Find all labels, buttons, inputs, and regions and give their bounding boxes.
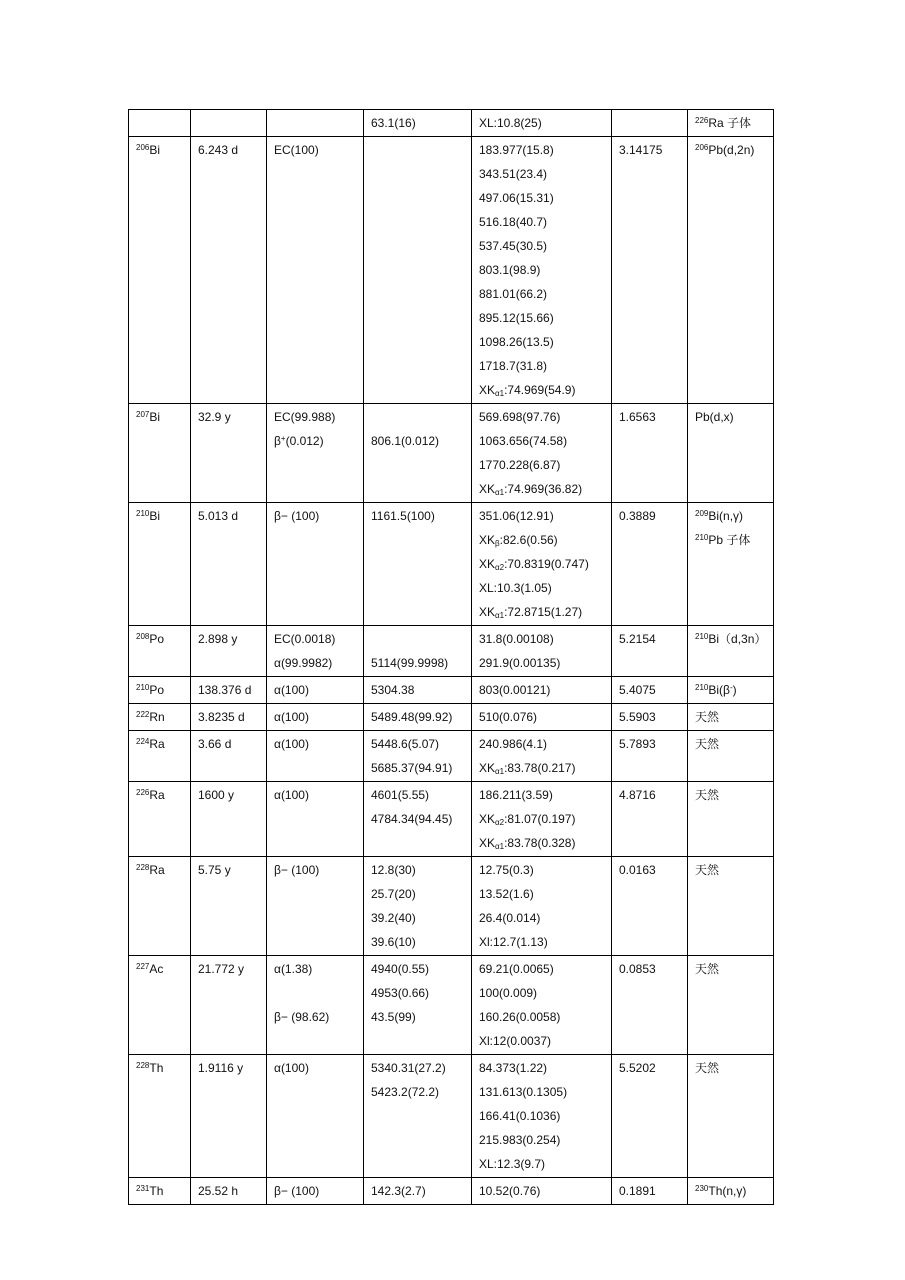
gamma-energy-cell-line: 803(0.00121) — [479, 683, 551, 697]
half-life-cell-line — [198, 112, 262, 136]
nuclide-label: $^{210}$Po — [136, 683, 165, 697]
half-life-cell-line: 3.66 d — [198, 737, 232, 751]
half-life-cell-line: 138.376 d — [198, 683, 252, 697]
decay-energy-cell — [612, 1178, 688, 1205]
production-cell — [688, 704, 774, 731]
decay-energy-cell-line: 0.3889 — [619, 509, 656, 523]
decay-mode-cell-line: α(100) — [274, 788, 309, 802]
table-row — [129, 503, 774, 626]
decay-energy-cell — [612, 137, 688, 404]
nuclide-cell — [129, 704, 191, 731]
decay-mode-cell-line: α(100) — [274, 683, 309, 697]
gamma-energy-cell-line: 10.52(0.76) — [479, 1184, 541, 1198]
half-life-cell — [191, 857, 267, 956]
table-row — [129, 1178, 774, 1205]
half-life-cell — [191, 782, 267, 857]
half-life-cell — [191, 704, 267, 731]
decay-mode-cell — [267, 137, 364, 404]
nuclide-cell — [129, 782, 191, 857]
particle-energy-cell-line — [371, 406, 467, 430]
decay-mode-cell-line: α(100) — [274, 710, 309, 724]
gamma-energy-cell-line: 84.373(1.22) — [479, 1061, 548, 1075]
gamma-energy-cell-line: Xl:12.7(1.13) — [479, 935, 548, 949]
production-cell-line: 天然 — [695, 788, 720, 802]
production-cell — [688, 110, 774, 137]
gamma-energy-cell-line: $XK_{\alpha 2}:70.8319(0.747)$ — [479, 557, 589, 572]
gamma-energy-cell — [472, 677, 612, 704]
decay-energy-cell — [612, 110, 688, 137]
decay-energy-cell-line: 5.4075 — [619, 683, 656, 697]
gamma-energy-cell-line: $XK_{\alpha 1}:72.8715(1.27)$ — [479, 605, 583, 620]
decay-mode-cell-line: EC(0.0018) — [274, 632, 336, 646]
particle-energy-cell-line: 142.3(2.7) — [371, 1184, 426, 1198]
decay-mode-cell-line: EC(99.988) — [274, 410, 336, 424]
decay-energy-cell-line: 5.7893 — [619, 737, 656, 751]
half-life-cell-line: 25.52 h — [198, 1184, 239, 1198]
gamma-energy-cell — [472, 857, 612, 956]
decay-energy-cell-line: 4.8716 — [619, 788, 656, 802]
particle-energy-cell-line: 12.8(30) — [371, 863, 416, 877]
decay-mode-cell-line: α(99.9982) — [274, 656, 333, 670]
production-cell — [688, 731, 774, 782]
particle-energy-cell-line: 1161.5(100) — [371, 509, 435, 523]
particle-energy-cell-line: 5448.6(5.07) — [371, 737, 440, 751]
production-cell — [688, 626, 774, 677]
decay-mode-cell — [267, 704, 364, 731]
production-cell-line: 天然 — [695, 737, 720, 751]
production-cell — [688, 1055, 774, 1178]
decay-mode-cell — [267, 626, 364, 677]
production-cell — [688, 404, 774, 503]
gamma-energy-cell-line: $XK_{\alpha 2}:81.07(0.197)$ — [479, 812, 576, 827]
decay-energy-cell-line: 5.5903 — [619, 710, 656, 724]
gamma-energy-cell — [472, 704, 612, 731]
table-row — [129, 110, 774, 137]
gamma-energy-cell-line: 1063.656(74.58) — [479, 434, 568, 448]
production-cell — [688, 956, 774, 1055]
production-cell-line: $^{230}$Th(n,γ) — [695, 1184, 747, 1198]
half-life-cell-line: 2.898 y — [198, 632, 238, 646]
particle-energy-cell-line: 5340.31(27.2) — [371, 1061, 446, 1075]
decay-mode-cell-line — [274, 982, 359, 1006]
gamma-energy-cell-line: $XK_{\alpha 1}:83.78(0.217)$ — [479, 761, 576, 776]
gamma-energy-cell — [472, 731, 612, 782]
decay-energy-cell-line: 3.14175 — [619, 143, 663, 157]
production-cell-line: $^{226}$Ra 子体 — [695, 116, 752, 130]
gamma-energy-cell-line: 510(0.076) — [479, 710, 538, 724]
gamma-energy-cell-line: $XK_\beta:82.6(0.56)$ — [479, 533, 558, 548]
particle-energy-cell-line: 806.1(0.012) — [371, 434, 440, 448]
gamma-energy-cell-line: 240.986(4.1) — [479, 737, 548, 751]
decay-energy-cell — [612, 626, 688, 677]
nuclide-cell — [129, 857, 191, 956]
particle-energy-cell — [364, 1178, 472, 1205]
decay-mode-cell — [267, 503, 364, 626]
decay-mode-cell — [267, 1178, 364, 1205]
particle-energy-cell — [364, 110, 472, 137]
decay-mode-cell — [267, 677, 364, 704]
nuclide-label: $^{228}$Th — [136, 1061, 164, 1075]
production-cell-line: $^{210}$Bi(β-) — [695, 683, 737, 697]
particle-energy-cell-line: 4784.34(94.45) — [371, 812, 453, 826]
gamma-energy-cell-line: 166.41(0.1036) — [479, 1109, 561, 1123]
nuclide-cell — [129, 110, 191, 137]
nuclide-cell — [129, 1178, 191, 1205]
decay-energy-cell — [612, 956, 688, 1055]
decay-mode-cell-line: β− (100) — [274, 509, 320, 523]
gamma-energy-cell-line: 1718.7(31.8) — [479, 359, 548, 373]
decay-energy-cell-line: 0.0853 — [619, 962, 656, 976]
nuclide-label: $^{227}$Ac — [136, 962, 164, 976]
decay-mode-cell-line: β− (100) — [274, 1184, 320, 1198]
nuclide-cell — [129, 503, 191, 626]
particle-energy-cell — [364, 956, 472, 1055]
gamma-energy-cell-line: 537.45(30.5) — [479, 239, 548, 253]
particle-energy-cell — [364, 731, 472, 782]
gamma-energy-cell-line: 215.983(0.254) — [479, 1133, 561, 1147]
decay-energy-cell — [612, 503, 688, 626]
decay-energy-cell-line: 5.5202 — [619, 1061, 656, 1075]
half-life-cell-line: 1.9116 y — [198, 1061, 244, 1075]
nuclide-label: $^{226}$Ra — [136, 788, 165, 802]
particle-energy-cell — [364, 503, 472, 626]
nuclide-label: $^{224}$Ra — [136, 737, 165, 751]
decay-energy-cell — [612, 1055, 688, 1178]
production-cell-line: 天然 — [695, 863, 720, 877]
nuclide-cell — [129, 677, 191, 704]
half-life-cell-line: 3.8235 d — [198, 710, 245, 724]
particle-energy-cell-line: 4953(0.66) — [371, 986, 430, 1000]
decay-energy-cell — [612, 677, 688, 704]
nuclide-label: $^{231}$Th — [136, 1184, 164, 1198]
particle-energy-cell — [364, 1055, 472, 1178]
table-row — [129, 626, 774, 677]
decay-energy-cell-line — [619, 112, 683, 136]
decay-energy-cell-line: 1.6563 — [619, 410, 656, 424]
half-life-cell-line: 5.013 d — [198, 509, 239, 523]
particle-energy-cell-line — [371, 628, 467, 652]
nuclide-cell — [129, 137, 191, 404]
half-life-cell — [191, 677, 267, 704]
production-cell — [688, 782, 774, 857]
production-cell-line: Pb(d,x) — [695, 410, 734, 424]
particle-energy-cell-line — [371, 139, 467, 163]
gamma-energy-cell — [472, 137, 612, 404]
particle-energy-cell-line: 63.1(16) — [371, 116, 416, 130]
nuclide-cell — [129, 956, 191, 1055]
production-cell — [688, 677, 774, 704]
table-row — [129, 404, 774, 503]
decay-mode-cell — [267, 731, 364, 782]
nuclide-data-table — [128, 109, 774, 1205]
table-row — [129, 1055, 774, 1178]
decay-energy-cell-line: 0.0163 — [619, 863, 656, 877]
particle-energy-cell — [364, 137, 472, 404]
nuclide-label — [136, 112, 186, 136]
production-cell-line: $^{210}$Pb 子体 — [695, 533, 751, 547]
particle-energy-cell-line: 4601(5.55) — [371, 788, 430, 802]
decay-mode-cell-line: α(1.38) — [274, 962, 313, 976]
gamma-energy-cell-line: 516.18(40.7) — [479, 215, 548, 229]
nuclide-cell — [129, 1055, 191, 1178]
table-body — [129, 110, 774, 1205]
nuclide-cell — [129, 626, 191, 677]
gamma-energy-cell-line: 1098.26(13.5) — [479, 335, 554, 349]
decay-mode-cell-line: β+(0.012) — [274, 434, 324, 448]
half-life-cell — [191, 110, 267, 137]
gamma-energy-cell-line: 69.21(0.0065) — [479, 962, 554, 976]
gamma-energy-cell-line: 803.1(98.9) — [479, 263, 541, 277]
gamma-energy-cell-line: 31.8(0.00108) — [479, 632, 554, 646]
half-life-cell-line: 6.243 d — [198, 143, 239, 157]
half-life-cell-line: 32.9 y — [198, 410, 231, 424]
particle-energy-cell — [364, 782, 472, 857]
gamma-energy-cell-line: XL:10.3(1.05) — [479, 581, 552, 595]
decay-mode-cell — [267, 110, 364, 137]
table-row — [129, 137, 774, 404]
particle-energy-cell-line: 4940(0.55) — [371, 962, 430, 976]
decay-mode-cell-line — [274, 112, 359, 136]
production-cell-line: 天然 — [695, 1061, 720, 1075]
table-row — [129, 704, 774, 731]
half-life-cell — [191, 956, 267, 1055]
gamma-energy-cell-line: 497.06(15.31) — [479, 191, 554, 205]
half-life-cell — [191, 1178, 267, 1205]
production-cell — [688, 503, 774, 626]
table-row — [129, 731, 774, 782]
particle-energy-cell-line: 25.7(20) — [371, 887, 416, 901]
half-life-cell — [191, 503, 267, 626]
gamma-energy-cell-line: $XK_{\alpha 1}:83.78(0.328)$ — [479, 836, 576, 851]
gamma-energy-cell — [472, 626, 612, 677]
table-row — [129, 956, 774, 1055]
particle-energy-cell — [364, 404, 472, 503]
particle-energy-cell — [364, 704, 472, 731]
gamma-energy-cell-line: 1770.228(6.87) — [479, 458, 561, 472]
gamma-energy-cell — [472, 1055, 612, 1178]
particle-energy-cell-line: 39.2(40) — [371, 911, 416, 925]
production-cell-line: $^{210}$Bi（d,3n） — [695, 632, 767, 646]
gamma-energy-cell-line: 569.698(97.76) — [479, 410, 561, 424]
gamma-energy-cell-line: XL:12.3(9.7) — [479, 1157, 546, 1171]
nuclide-label: $^{206}$Bi — [136, 143, 161, 157]
gamma-energy-cell-line: 100(0.009) — [479, 986, 538, 1000]
production-cell-line: 天然 — [695, 962, 720, 976]
half-life-cell — [191, 1055, 267, 1178]
decay-mode-cell — [267, 857, 364, 956]
particle-energy-cell-line: 5114(99.9998) — [371, 656, 449, 670]
half-life-cell — [191, 731, 267, 782]
decay-energy-cell — [612, 404, 688, 503]
particle-energy-cell-line: 5304.38 — [371, 683, 415, 697]
particle-energy-cell — [364, 857, 472, 956]
table-row — [129, 782, 774, 857]
gamma-energy-cell — [472, 404, 612, 503]
decay-energy-cell — [612, 731, 688, 782]
gamma-energy-cell-line: 343.51(23.4) — [479, 167, 548, 181]
decay-energy-cell-line: 0.1891 — [619, 1184, 656, 1198]
half-life-cell — [191, 404, 267, 503]
particle-energy-cell-line: 5489.48(99.92) — [371, 710, 453, 724]
production-cell — [688, 857, 774, 956]
gamma-energy-cell-line: 895.12(15.66) — [479, 311, 554, 325]
half-life-cell — [191, 137, 267, 404]
decay-mode-cell-line: α(100) — [274, 737, 309, 751]
gamma-energy-cell — [472, 1178, 612, 1205]
nuclide-label: $^{222}$Rn — [136, 710, 165, 724]
production-cell-line: $^{206}$Pb(d,2n) — [695, 143, 755, 157]
gamma-energy-cell-line: 26.4(0.014) — [479, 911, 541, 925]
production-cell — [688, 137, 774, 404]
decay-mode-cell-line: α(100) — [274, 1061, 309, 1075]
particle-energy-cell-line: 39.6(10) — [371, 935, 416, 949]
half-life-cell-line: 5.75 y — [198, 863, 231, 877]
gamma-energy-cell-line: $XK_{\alpha 1}:74.969(36.82)$ — [479, 482, 583, 497]
decay-energy-cell — [612, 782, 688, 857]
gamma-energy-cell-line: XL:10.8(25) — [479, 116, 542, 130]
production-cell — [688, 1178, 774, 1205]
decay-mode-cell — [267, 1055, 364, 1178]
decay-energy-cell-line: 5.2154 — [619, 632, 656, 646]
gamma-energy-cell — [472, 782, 612, 857]
gamma-energy-cell-line: 183.977(15.8) — [479, 143, 554, 157]
gamma-energy-cell — [472, 503, 612, 626]
nuclide-label: $^{208}$Po — [136, 632, 165, 646]
gamma-energy-cell-line: 291.9(0.00135) — [479, 656, 561, 670]
production-cell-line: $^{209}$Bi(n,γ) — [695, 509, 744, 523]
decay-mode-cell — [267, 956, 364, 1055]
particle-energy-cell-line: 43.5(99) — [371, 1010, 416, 1024]
nuclide-label: $^{228}$Ra — [136, 863, 165, 877]
gamma-energy-cell-line: 12.75(0.3) — [479, 863, 534, 877]
gamma-energy-cell-line: 351.06(12.91) — [479, 509, 554, 523]
nuclide-cell — [129, 404, 191, 503]
decay-mode-cell-line: β− (100) — [274, 863, 320, 877]
gamma-energy-cell — [472, 110, 612, 137]
particle-energy-cell — [364, 626, 472, 677]
particle-energy-cell — [364, 677, 472, 704]
gamma-energy-cell-line: $XK_{\alpha 1}:74.969(54.9)$ — [479, 383, 576, 398]
half-life-cell-line: 21.772 y — [198, 962, 245, 976]
nuclide-label: $^{207}$Bi — [136, 410, 161, 424]
gamma-energy-cell-line: Xl:12(0.0037) — [479, 1034, 552, 1048]
decay-mode-cell — [267, 404, 364, 503]
decay-mode-cell-line: EC(100) — [274, 143, 319, 157]
decay-energy-cell — [612, 857, 688, 956]
decay-energy-cell — [612, 704, 688, 731]
gamma-energy-cell-line: 160.26(0.0058) — [479, 1010, 561, 1024]
decay-mode-cell-line: β− (98.62) — [274, 1010, 330, 1024]
half-life-cell — [191, 626, 267, 677]
half-life-cell-line: 1600 y — [198, 788, 235, 802]
table-row — [129, 677, 774, 704]
nuclide-label: $^{210}$Bi — [136, 509, 161, 523]
gamma-energy-cell — [472, 956, 612, 1055]
production-cell-line: 天然 — [695, 710, 720, 724]
gamma-energy-cell-line: 13.52(1.6) — [479, 887, 534, 901]
nuclide-cell — [129, 731, 191, 782]
particle-energy-cell-line: 5423.2(72.2) — [371, 1085, 440, 1099]
gamma-energy-cell-line: 131.613(0.1305) — [479, 1085, 568, 1099]
particle-energy-cell-line: 5685.37(94.91) — [371, 761, 453, 775]
gamma-energy-cell-line: 881.01(66.2) — [479, 287, 548, 301]
gamma-energy-cell-line: 186.211(3.59) — [479, 788, 553, 802]
decay-mode-cell — [267, 782, 364, 857]
table-row — [129, 857, 774, 956]
